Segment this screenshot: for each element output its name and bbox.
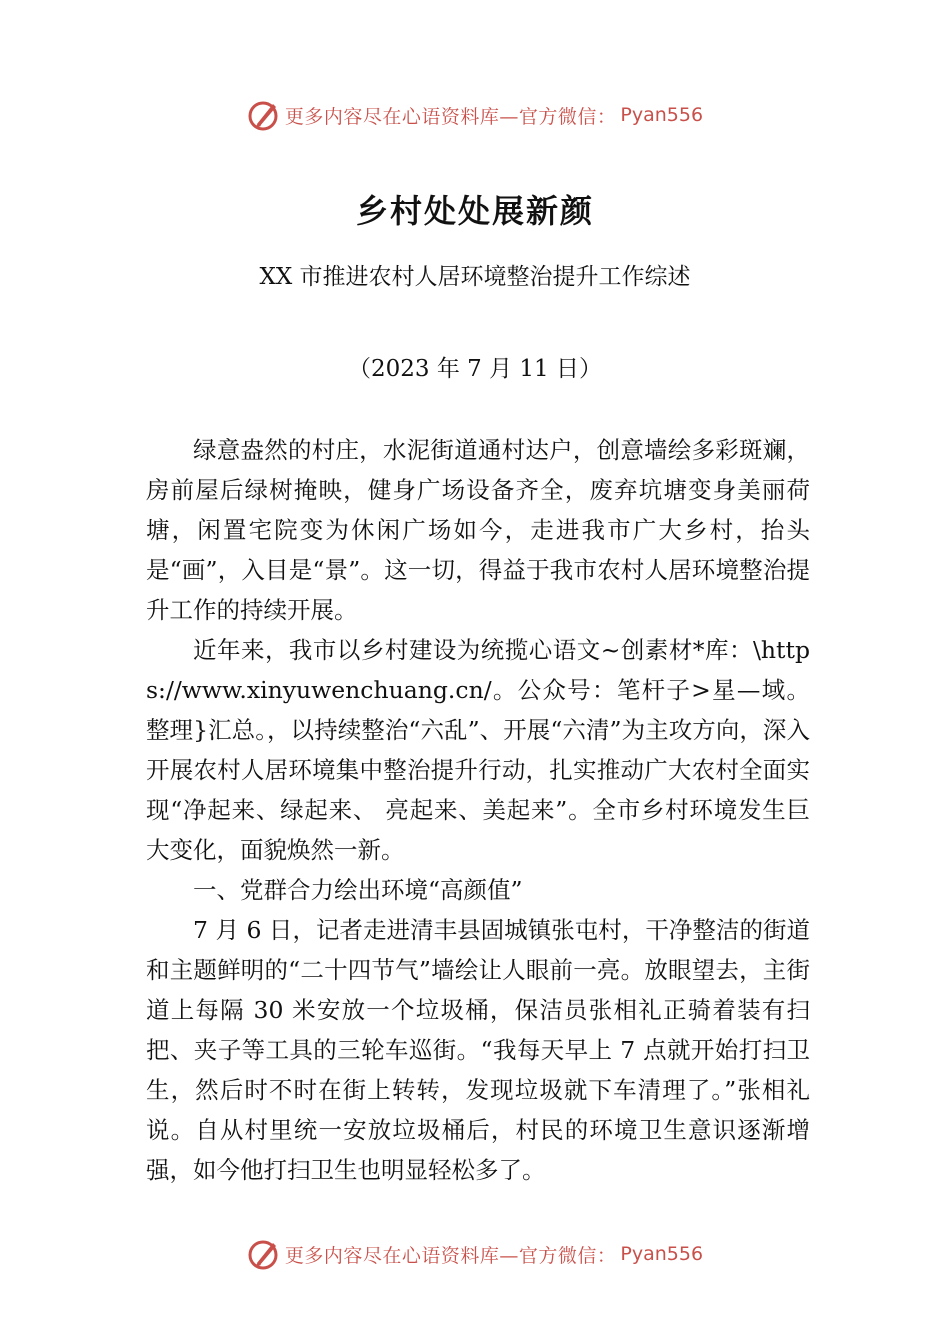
body-paragraph: 7 月 6 日，记者走进清丰县固城镇张屯村，干净整洁的街道和主题鲜明的“二十四节气”墙绘让人眼前一亮。放眼望去，主街道上每隔 30 米安放一个垃圾桶，保洁员张相礼正骑着装有扫把、夹子等工具的三轮车巡街。“我每天早上 7 点就开始打扫卫生，然后时不时在街上转转，发现垃圾就下车清理了。”张相礼说。自从村里统一安放垃圾桶后，村民的环境卫生意识逐渐增强，如今他打扫卫生也明显轻松多了。 bbox=[146, 916, 810, 1184]
body-paragraph: 近年来，我市以乡村建设为统揽心语文~创素材*库：\https://www.xinyuwenchuang.cn/。公众号：笔杆子>星—域。整理}汇总。，以持续整治“六乱”、开展“六清”为主攻方向，深入开展农村人居环境集中整治提升行动，扎实推动广大农村全面实现“净起来、绿起来、 亮起来、美起来”。全市乡村环境发生巨大变化，面貌焕然一新。 bbox=[146, 636, 810, 864]
document-subtitle: XX 市推进农村人居环境整治提升工作综述 bbox=[259, 264, 691, 290]
section-heading: 一、党群合力绘出环境“高颜值” bbox=[193, 876, 523, 904]
document-title: 乡村处处展新颜 bbox=[355, 192, 594, 230]
document-date: （2023 年 7 月 11 日） bbox=[348, 356, 602, 382]
footer-watermark-banner bbox=[0, 1234, 950, 1274]
watermark-wechat-id: Pyan556 bbox=[620, 1243, 704, 1265]
quill-pen-logo-icon bbox=[247, 1237, 281, 1271]
watermark-wechat-id: Pyan556 bbox=[620, 104, 704, 126]
body-paragraph: 绿意盎然的村庄，水泥街道通村达户，创意墙绘多彩斑斓，房前屋后绿树掩映，健身广场设备齐全，废弃坑塘变身美丽荷塘，闲置宅院变为休闲广场如今，走进我市广大乡村，抬头是“画”，入目是“景”。这一切，得益于我市农村人居环境整治提升工作的持续开展。 bbox=[146, 436, 810, 624]
watermark-text: 更多内容尽在心语资料库—官方微信： bbox=[284, 105, 617, 128]
watermark-text: 更多内容尽在心语资料库—官方微信： bbox=[284, 1244, 617, 1267]
quill-pen-logo-icon bbox=[247, 98, 281, 132]
header-watermark-banner bbox=[0, 95, 950, 135]
document-body bbox=[146, 430, 810, 1190]
